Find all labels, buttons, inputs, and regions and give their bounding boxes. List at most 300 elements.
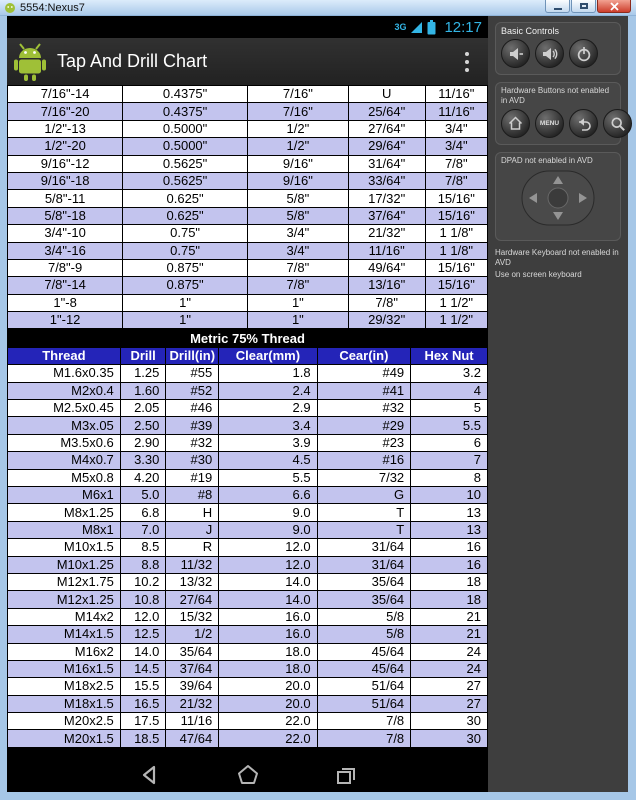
table-row	[8, 138, 488, 155]
volume-up-button[interactable]	[535, 39, 564, 68]
table-cell: 1"	[123, 312, 248, 329]
table-cell: 12.5	[120, 626, 166, 643]
maximize-icon	[580, 3, 588, 9]
table-cell: 3/4"	[247, 225, 348, 242]
table-cell: 10.2	[120, 573, 166, 590]
table-cell: 7/8	[317, 713, 411, 730]
table-cell: 0.5000"	[123, 120, 248, 137]
table-cell: 5/8"-11	[8, 190, 123, 207]
table-cell: M3.5x0.6	[8, 434, 121, 451]
table-cell: 14.0	[219, 591, 317, 608]
table-row	[8, 452, 488, 469]
action-bar	[7, 38, 488, 85]
table-cell: G	[317, 486, 411, 503]
table-cell: 7/8"	[348, 294, 425, 311]
table-cell: 21/32	[166, 695, 219, 712]
table-cell: 3/4"	[425, 120, 487, 137]
table-cell: 31/64	[317, 556, 411, 573]
table-cell: 9/16"	[247, 172, 348, 189]
table-cell: 27/64"	[348, 120, 425, 137]
table-cell: 5.5	[219, 469, 317, 486]
table-cell: 18.0	[219, 643, 317, 660]
table-cell: #16	[317, 452, 411, 469]
table-cell: 7/8"	[425, 172, 487, 189]
table-cell: 3/4"-10	[8, 225, 123, 242]
table-cell: 8.8	[120, 556, 166, 573]
table-cell: 37/64	[166, 660, 219, 677]
table-cell: 3/4"-16	[8, 242, 123, 259]
table-cell: 3/4"	[425, 138, 487, 155]
table-cell: 11/16"	[348, 242, 425, 259]
table-header-cell: Hex Nut	[411, 347, 488, 364]
nav-home-button[interactable]	[235, 763, 261, 787]
table-row	[8, 573, 488, 590]
table-cell: M12x1.75	[8, 573, 121, 590]
table-header-cell: Thread	[8, 347, 121, 364]
table-cell: M5x0.8	[8, 469, 121, 486]
table-cell: #30	[166, 452, 219, 469]
table-cell: #32	[317, 400, 411, 417]
table-cell: 9.0	[219, 521, 317, 538]
table-cell: 17.5	[120, 713, 166, 730]
table-cell: 1.8	[219, 365, 317, 382]
table-cell: 4	[411, 382, 488, 399]
table-cell: 0.875"	[123, 259, 248, 276]
keyboard-label-line2: Use on screen keyboard	[495, 270, 582, 279]
table-cell: 11/16	[166, 713, 219, 730]
table-cell: 1 1/2"	[425, 294, 487, 311]
table-cell: 1/2"	[247, 138, 348, 155]
table-row	[8, 713, 488, 730]
signal-strength-icon	[410, 21, 423, 34]
table-cell: 5/8"	[247, 190, 348, 207]
table-cell: 0.5625"	[123, 172, 248, 189]
table-cell: 27/64	[166, 591, 219, 608]
table-cell: 3.9	[219, 434, 317, 451]
hw-search-button[interactable]	[603, 109, 632, 138]
table-cell: 1"-12	[8, 312, 123, 329]
dpad-label: DPAD not enabled in AVD	[501, 156, 593, 165]
table-cell: 1 1/2"	[425, 312, 487, 329]
table-cell: 21/32"	[348, 225, 425, 242]
overflow-dot	[465, 68, 469, 72]
table-row	[8, 539, 488, 556]
table-cell: 7/16"	[247, 86, 348, 103]
table-cell: 16.5	[120, 695, 166, 712]
table-cell: 35/64	[317, 591, 411, 608]
volume-down-button[interactable]	[501, 39, 530, 68]
table-cell: 37/64"	[348, 207, 425, 224]
table-row	[8, 695, 488, 712]
window-minimize-button[interactable]	[545, 0, 570, 13]
table-cell: 7/8	[317, 730, 411, 747]
table-cell: 3.4	[219, 417, 317, 434]
table-cell: 7/8"-14	[8, 277, 123, 294]
table-cell: 14.5	[120, 660, 166, 677]
table-row	[8, 678, 488, 695]
table-cell: 0.75"	[123, 242, 248, 259]
table-row	[8, 277, 488, 294]
table-cell: 24	[411, 660, 488, 677]
table-cell: 6.8	[120, 504, 166, 521]
table-cell: 5.0	[120, 486, 166, 503]
hardware-buttons-group	[495, 82, 621, 145]
table-row	[8, 626, 488, 643]
table-cell: 22.0	[219, 713, 317, 730]
table-cell: 49/64"	[348, 259, 425, 276]
table-cell: 18.0	[219, 660, 317, 677]
table-cell: M16x1.5	[8, 660, 121, 677]
table-cell: 8.5	[120, 539, 166, 556]
table-row	[8, 504, 488, 521]
basic-controls-group	[495, 22, 621, 75]
window-titlebar	[0, 0, 636, 16]
table-cell: 25/64"	[348, 103, 425, 120]
table-cell: 13/32	[166, 573, 219, 590]
dpad-group	[495, 152, 621, 241]
table-cell: 3.30	[120, 452, 166, 469]
battery-icon	[427, 20, 436, 35]
table-cell: 39/64	[166, 678, 219, 695]
table-cell: 31/64	[317, 539, 411, 556]
table-row	[8, 86, 488, 103]
volume-up-icon	[542, 46, 558, 62]
table-cell: M8x1.25	[8, 504, 121, 521]
hw-back-icon	[575, 116, 592, 132]
table-cell: 15/32	[166, 608, 219, 625]
table-cell: 3.2	[411, 365, 488, 382]
power-button[interactable]	[569, 39, 598, 68]
table-cell: 15/16"	[425, 259, 487, 276]
table-cell: 12.0	[219, 539, 317, 556]
table-cell: 35/64	[166, 643, 219, 660]
table-cell: U	[348, 86, 425, 103]
table-cell: 1.25	[120, 365, 166, 382]
table-cell: 6	[411, 434, 488, 451]
table-cell: 12.0	[219, 556, 317, 573]
table-cell: 13	[411, 504, 488, 521]
table-cell: #32	[166, 434, 219, 451]
table-cell: #49	[317, 365, 411, 382]
table-cell: 0.5000"	[123, 138, 248, 155]
table-row	[8, 730, 488, 747]
table-row	[8, 190, 488, 207]
chart-scroll-area[interactable]	[7, 85, 488, 757]
table-cell: #8	[166, 486, 219, 503]
table-cell: 16	[411, 539, 488, 556]
table-cell: 6.6	[219, 486, 317, 503]
table-header-cell: Clear(mm)	[219, 347, 317, 364]
search-icon	[610, 116, 626, 132]
power-icon	[576, 46, 592, 62]
window-title: 5554:Nexus7	[20, 1, 85, 14]
table-cell: 3/4"	[247, 242, 348, 259]
table-cell: 10.8	[120, 591, 166, 608]
table-cell: 17/32"	[348, 190, 425, 207]
table-row	[8, 591, 488, 608]
table-row	[8, 382, 488, 399]
table-cell: 0.625"	[123, 207, 248, 224]
app-title: Tap And Drill Chart	[57, 51, 208, 71]
window-maximize-button[interactable]	[571, 0, 596, 13]
table-cell: 5.5	[411, 417, 488, 434]
table-cell: 7/8"	[247, 277, 348, 294]
table-cell: M10x1.5	[8, 539, 121, 556]
back-icon	[139, 764, 161, 786]
table-cell: 9/16"-12	[8, 155, 123, 172]
table-cell: #55	[166, 365, 219, 382]
table-cell: 20.0	[219, 678, 317, 695]
table-header-cell: Cear(in)	[317, 347, 411, 364]
table-cell: 1/2"-20	[8, 138, 123, 155]
table-cell: 7/16"	[247, 103, 348, 120]
overflow-dot	[465, 52, 469, 56]
table-cell: 5	[411, 400, 488, 417]
table-cell: 1 1/8"	[425, 225, 487, 242]
table-cell: 1"-8	[8, 294, 123, 311]
table-header-cell: Drill(in)	[166, 347, 219, 364]
table-cell: 14.0	[219, 573, 317, 590]
table-cell: 21	[411, 626, 488, 643]
hw-home-button[interactable]	[501, 109, 530, 138]
table-cell: M4x0.7	[8, 452, 121, 469]
metric-table-body	[8, 365, 488, 748]
table-cell: 30	[411, 713, 488, 730]
hardware-buttons-label: Hardware Buttons not enabled in AVD	[501, 86, 610, 105]
recents-icon	[335, 764, 357, 786]
table-cell: 15.5	[120, 678, 166, 695]
table-cell: 1/2"-13	[8, 120, 123, 137]
table-cell: 7/16"-14	[8, 86, 123, 103]
table-cell: M18x2.5	[8, 678, 121, 695]
table-cell: 7.0	[120, 521, 166, 538]
table-cell: 11/32	[166, 556, 219, 573]
table-cell: 16.0	[219, 626, 317, 643]
minimize-icon	[554, 5, 562, 10]
table-cell: 1"	[123, 294, 248, 311]
table-cell: 2.9	[219, 400, 317, 417]
app-android-robot-icon	[13, 42, 47, 82]
table-row	[8, 103, 488, 120]
table-cell: M14x1.5	[8, 626, 121, 643]
volume-down-icon	[508, 46, 524, 62]
table-cell: 20.0	[219, 695, 317, 712]
table-cell: 2.50	[120, 417, 166, 434]
table-cell: M2x0.4	[8, 382, 121, 399]
device-screen	[7, 16, 488, 792]
table-cell: 27	[411, 678, 488, 695]
table-cell: 13	[411, 521, 488, 538]
table-cell: 11/16"	[425, 86, 487, 103]
table-cell: 12.0	[120, 608, 166, 625]
table-cell: 2.4	[219, 382, 317, 399]
table-cell: 0.875"	[123, 277, 248, 294]
table-row	[8, 556, 488, 573]
table-cell: 1"	[247, 294, 348, 311]
table-cell: 0.625"	[123, 190, 248, 207]
table-cell: M20x2.5	[8, 713, 121, 730]
table-cell: M20x1.5	[8, 730, 121, 747]
table-cell: 11/16"	[425, 103, 487, 120]
table-cell: 27	[411, 695, 488, 712]
table-cell: 18	[411, 591, 488, 608]
table-row	[8, 259, 488, 276]
table-header-cell: Drill	[120, 347, 166, 364]
table-cell: 51/64	[317, 678, 411, 695]
table-cell: 18	[411, 573, 488, 590]
table-row	[8, 660, 488, 677]
table-cell: M14x2	[8, 608, 121, 625]
table-cell: 21	[411, 608, 488, 625]
table-cell: 47/64	[166, 730, 219, 747]
table-row	[8, 608, 488, 625]
table-cell: 1 1/8"	[425, 242, 487, 259]
hw-menu-button[interactable]	[535, 109, 564, 138]
table-cell: 15/16"	[425, 207, 487, 224]
emulator-control-panel	[488, 16, 628, 792]
table-cell: #52	[166, 382, 219, 399]
home-icon	[237, 764, 259, 786]
table-cell: 1/2"	[247, 120, 348, 137]
dpad-control[interactable]	[521, 170, 595, 226]
table-row	[8, 486, 488, 503]
table-row	[8, 312, 488, 329]
table-cell: 35/64	[317, 573, 411, 590]
table-row	[8, 294, 488, 311]
table-cell: #29	[317, 417, 411, 434]
table-cell: M10x1.25	[8, 556, 121, 573]
table-cell: M8x1	[8, 521, 121, 538]
nav-back-button[interactable]	[137, 763, 163, 787]
table-cell: 16.0	[219, 608, 317, 625]
metric-tap-drill-table	[7, 329, 488, 747]
table-cell: 7	[411, 452, 488, 469]
table-cell: 30	[411, 730, 488, 747]
table-row	[8, 172, 488, 189]
table-cell: R	[166, 539, 219, 556]
table-cell: 1"	[247, 312, 348, 329]
table-cell: 10	[411, 486, 488, 503]
table-cell: 0.75"	[123, 225, 248, 242]
table-cell: 45/64	[317, 643, 411, 660]
table-row	[8, 120, 488, 137]
table-cell: 9.0	[219, 504, 317, 521]
hw-back-button[interactable]	[569, 109, 598, 138]
table-cell: 18.5	[120, 730, 166, 747]
table-cell: M6x1	[8, 486, 121, 503]
table-cell: 29/32"	[348, 312, 425, 329]
imperial-tap-drill-table	[7, 85, 488, 329]
table-row	[8, 434, 488, 451]
metric-header-row	[8, 347, 488, 364]
hw-menu-label: MENU	[539, 120, 560, 127]
table-cell: 13/16"	[348, 277, 425, 294]
table-row	[8, 469, 488, 486]
table-cell: 2.90	[120, 434, 166, 451]
table-cell: 0.4375"	[123, 86, 248, 103]
table-cell: M3x.05	[8, 417, 121, 434]
table-cell: 7/8"	[425, 155, 487, 172]
table-cell: 31/64"	[348, 155, 425, 172]
table-cell: 1.60	[120, 382, 166, 399]
table-cell: 7/8"-9	[8, 259, 123, 276]
nav-recents-button[interactable]	[333, 763, 359, 787]
table-cell: 22.0	[219, 730, 317, 747]
keyboard-info-block	[495, 248, 621, 280]
table-cell: 5/8"-18	[8, 207, 123, 224]
table-row	[8, 207, 488, 224]
table-cell: M18x1.5	[8, 695, 121, 712]
window-close-button[interactable]	[597, 0, 631, 13]
table-row	[8, 417, 488, 434]
table-cell: T	[317, 504, 411, 521]
table-cell: 5/8	[317, 608, 411, 625]
overflow-menu-button[interactable]	[452, 42, 482, 82]
table-cell: 4.5	[219, 452, 317, 469]
android-nav-bar	[7, 757, 488, 792]
table-cell: 7/16"-20	[8, 103, 123, 120]
table-cell: 51/64	[317, 695, 411, 712]
table-cell: #46	[166, 400, 219, 417]
table-cell: 7/8"	[247, 259, 348, 276]
table-cell: 7/32	[317, 469, 411, 486]
table-cell: 29/64"	[348, 138, 425, 155]
table-cell: #23	[317, 434, 411, 451]
table-cell: 15/16"	[425, 190, 487, 207]
table-cell: 14.0	[120, 643, 166, 660]
table-cell: J	[166, 521, 219, 538]
table-row	[8, 365, 488, 382]
table-row	[8, 643, 488, 660]
android-status-bar	[7, 16, 488, 38]
overflow-dot	[465, 60, 469, 64]
table-cell: 9/16"-18	[8, 172, 123, 189]
table-cell: #41	[317, 382, 411, 399]
table-cell: 4.20	[120, 469, 166, 486]
table-cell: 24	[411, 643, 488, 660]
imperial-table-body	[8, 86, 488, 329]
keyboard-label-line1: Hardware Keyboard not enabled in AVD	[495, 248, 619, 267]
table-row	[8, 242, 488, 259]
table-cell: M1.6x0.35	[8, 365, 121, 382]
table-cell: #19	[166, 469, 219, 486]
network-3g-icon: 3G	[394, 21, 407, 32]
table-cell: 16	[411, 556, 488, 573]
close-icon	[610, 2, 619, 11]
table-cell: 33/64"	[348, 172, 425, 189]
table-row	[8, 400, 488, 417]
metric-section-title: Metric 75% Thread	[8, 330, 488, 347]
table-cell: H	[166, 504, 219, 521]
table-row	[8, 521, 488, 538]
table-cell: 0.5625"	[123, 155, 248, 172]
table-cell: 5/8	[317, 626, 411, 643]
table-row	[8, 225, 488, 242]
table-cell: #39	[166, 417, 219, 434]
window-controls	[544, 0, 631, 13]
table-cell: M2.5x0.45	[8, 400, 121, 417]
hw-home-icon	[508, 116, 523, 131]
status-time: 12:17	[444, 18, 482, 36]
table-cell: 8	[411, 469, 488, 486]
table-row	[8, 155, 488, 172]
table-cell: 45/64	[317, 660, 411, 677]
table-cell: 9/16"	[247, 155, 348, 172]
table-cell: 0.4375"	[123, 103, 248, 120]
table-cell: M12x1.25	[8, 591, 121, 608]
table-cell: T	[317, 521, 411, 538]
table-cell: 2.05	[120, 400, 166, 417]
